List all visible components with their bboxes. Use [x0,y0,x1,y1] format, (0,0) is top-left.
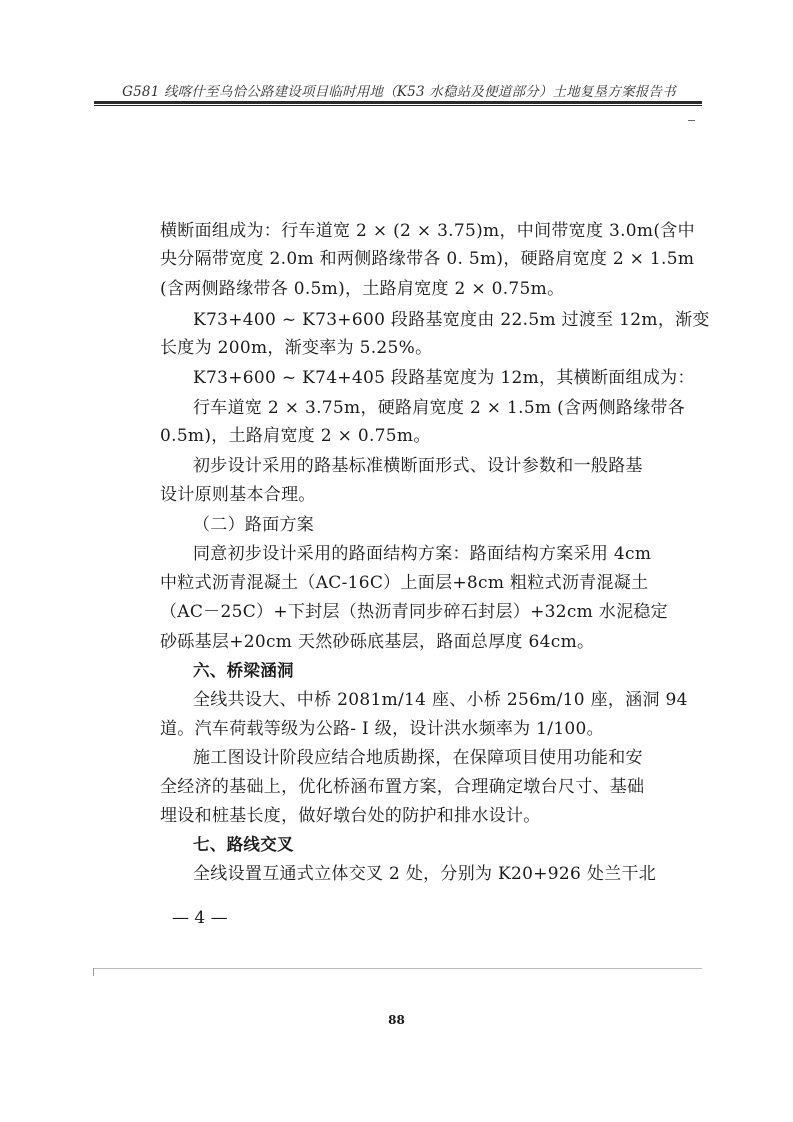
body-line-20: 全经济的基础上，优化桥涵布置方案，合理确定墩台尺寸、基础 [160,777,645,797]
body-line-21: 埋设和桩基长度，做好墩台处的防护和排水设计。 [160,806,541,826]
body-line-4: K73+400 ~ K73+600 段路基宽度由 22.5m 过渡至 12m，渐变 [193,310,710,330]
running-header: G581 线喀什至乌恰公路建设项目临时用地（K53 水稳站及便道部分）土地复垦方案报告书 [122,84,676,100]
body-line-6: K73+600 ~ K74+405 段路基宽度为 12m，其横断面组成为： [193,368,695,388]
header-rule-thin [94,105,702,106]
section-heading-pavement: （二）路面方案 [193,515,315,535]
footer-tick [93,968,94,976]
page-number: — 4 — [172,908,228,928]
body-line-13: 中粒式沥青混凝土（AC-16C）上面层+8cm 粗粒式沥青混凝土 [160,573,649,593]
body-line-18: 道。汽车荷载等级为公路- I 级，设计洪水频率为 1/100。 [160,719,604,739]
footer-rule [94,968,702,969]
body-line-5: 长度为 200m，渐变率为 5.25%。 [160,338,433,358]
body-line-3: (含两侧路缘带各 0.5m)，土路肩宽度 2 × 0.75m。 [160,279,565,299]
body-line-14: （AC－25C）+下封层（热沥青同步碎石封层）+32cm 水泥稳定 [160,602,668,622]
body-line-1: 横断面组成为：行车道宽 2 × (2 × 3.75)m，中间带宽度 3.0m(含中 [160,221,695,241]
body-line-7: 行车道宽 2 × 3.75m，硬路肩宽度 2 × 1.5m (含两侧路缘带各 [193,398,686,418]
header-rule-thick [94,101,702,104]
body-line-19: 施工图设计阶段应结合地质勘探，在保障项目使用功能和安 [193,748,643,768]
body-line-2: 央分隔带宽度 2.0m 和两侧路缘带各 0. 5m)，硬路肩宽度 2 × 1.5m [160,249,695,269]
body-line-9: 初步设计采用的路基标准横断面形式、设计参数和一般路基 [193,456,643,476]
body-line-15: 砂砾基层+20cm 天然砂砾底基层，路面总厚度 64cm。 [160,632,595,652]
body-line-12: 同意初步设计采用的路面结构方案：路面结构方案采用 4cm [193,544,652,564]
body-line-8: 0.5m)，土路肩宽度 2 × 0.75m。 [160,426,431,446]
section-heading-bridges: 六、桥梁涵洞 [193,661,294,680]
scan-mark [688,120,695,121]
body-line-10: 设计原则基本合理。 [160,485,316,505]
body-line-17: 全线共设大、中桥 2081m/14 座、小桥 256m/10 座，涵洞 94 [193,690,688,710]
report-page-number: 88 [388,1013,405,1027]
body-line-23: 全线设置互通式立体交叉 2 处，分别为 K20+926 处兰干北 [193,864,657,884]
section-heading-crossings: 七、路线交叉 [193,835,294,854]
